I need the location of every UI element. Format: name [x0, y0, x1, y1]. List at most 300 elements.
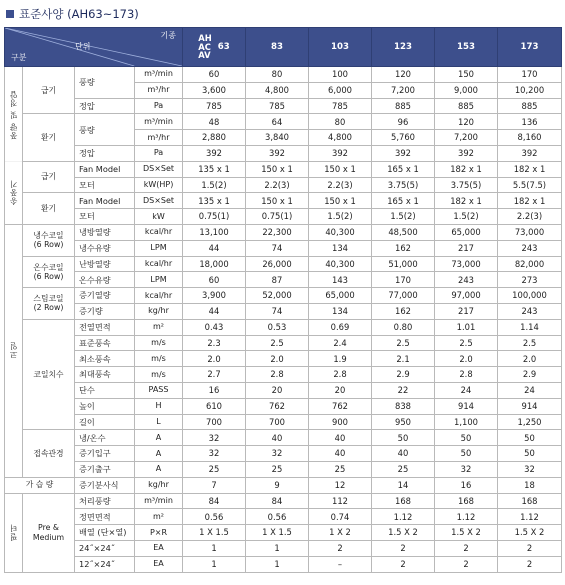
value-cell: 1.5 X 2 [435, 525, 498, 541]
value-cell: 40,300 [309, 256, 372, 272]
title-text: 표준사양 (AH63~173) [19, 7, 139, 21]
value-cell: 2.0 [498, 351, 562, 367]
value-cell: 168 [498, 493, 562, 509]
value-cell: 74 [246, 303, 309, 319]
corner-model-label: 기종 [160, 31, 176, 40]
value-cell: 3,840 [246, 130, 309, 146]
table-row [5, 161, 562, 177]
value-cell: 9 [246, 477, 309, 493]
value-cell: 73,000 [498, 224, 562, 240]
unit-cell: A [135, 446, 183, 462]
value-cell: 25 [309, 461, 372, 477]
unit-cell: Pa [135, 98, 183, 114]
value-cell: 0.43 [183, 319, 246, 335]
value-cell: 162 [372, 240, 435, 256]
value-cell: 1 X 2 [309, 525, 372, 541]
header-corner [5, 28, 183, 67]
value-cell: 2.8 [435, 367, 498, 383]
value-cell: 2.2(3) [309, 177, 372, 193]
unit-cell: LPM [135, 272, 183, 288]
unit-cell: m² [135, 509, 183, 525]
value-cell: 74 [246, 240, 309, 256]
value-cell: 2.5 [372, 335, 435, 351]
item-label: 정압 [75, 98, 135, 114]
group-label: 송풍기 [5, 161, 23, 224]
value-cell: 136 [498, 114, 562, 130]
value-cell: 96 [372, 114, 435, 130]
unit-cell: DS×Set [135, 161, 183, 177]
unit-cell: LPM [135, 240, 183, 256]
value-cell: 2.3 [183, 335, 246, 351]
value-cell: 2 [372, 556, 435, 572]
model-prefix: AC [198, 41, 211, 52]
table-row [5, 414, 562, 430]
unit-cell: A [135, 461, 183, 477]
subcategory-label: 냉수코일 (6 Row) [23, 224, 75, 256]
spec-table-body [5, 67, 562, 573]
value-cell: 65,000 [435, 224, 498, 240]
value-cell: 1.12 [372, 509, 435, 525]
value-cell: 2.8 [309, 367, 372, 383]
value-cell: 2 [435, 540, 498, 556]
value-cell: 40 [309, 430, 372, 446]
value-cell: 32 [498, 461, 562, 477]
value-cell: 50 [498, 430, 562, 446]
item-label: 12˝×24˝ [75, 556, 135, 572]
value-cell: 0.53 [246, 319, 309, 335]
value-cell: 170 [372, 272, 435, 288]
value-cell: 3,900 [183, 288, 246, 304]
value-cell: 914 [498, 398, 562, 414]
value-cell: 0.75(1) [246, 209, 309, 225]
model-header: 173 [498, 28, 562, 67]
table-row [5, 398, 562, 414]
item-label: 최대풍속 [75, 367, 135, 383]
value-cell: 60 [183, 67, 246, 83]
value-cell: 1.5(2) [183, 177, 246, 193]
value-cell: 1 [246, 556, 309, 572]
model-header [183, 28, 246, 67]
value-cell: 40 [246, 430, 309, 446]
value-cell: 700 [246, 414, 309, 430]
value-cell: 25 [183, 461, 246, 477]
value-cell: 150 [435, 67, 498, 83]
value-cell: 8,160 [498, 130, 562, 146]
value-cell: 2,880 [183, 130, 246, 146]
value-cell: 84 [246, 493, 309, 509]
item-label: 표준풍속 [75, 335, 135, 351]
value-cell: 134 [309, 303, 372, 319]
value-cell: 40 [372, 446, 435, 462]
value-cell: 2.0 [435, 351, 498, 367]
unit-cell: m³/hr [135, 130, 183, 146]
value-cell: 2 [372, 540, 435, 556]
value-cell: 785 [183, 98, 246, 114]
table-row [5, 177, 562, 193]
value-cell: 165 x 1 [372, 193, 435, 209]
value-cell: 150 x 1 [309, 193, 372, 209]
value-cell: 762 [309, 398, 372, 414]
unit-cell: EA [135, 556, 183, 572]
subcategory-label: 스팀코일 (2 Row) [23, 288, 75, 320]
value-cell: 7 [183, 477, 246, 493]
value-cell: 3.75(5) [435, 177, 498, 193]
table-row [5, 540, 562, 556]
square-bullet-icon [6, 10, 14, 18]
unit-cell: kcal/hr [135, 256, 183, 272]
value-cell: 2.8 [246, 367, 309, 383]
value-cell: 1.12 [498, 509, 562, 525]
value-cell: 1 [183, 556, 246, 572]
value-cell: 392 [372, 145, 435, 161]
item-label: 단수 [75, 382, 135, 398]
spec-table [4, 27, 562, 573]
value-cell: 2 [498, 556, 562, 572]
value-cell: 0.80 [372, 319, 435, 335]
model-prefix: AH [198, 32, 212, 43]
value-cell: 243 [498, 303, 562, 319]
value-cell: 3.75(5) [372, 177, 435, 193]
item-label: 처리풍량 [75, 493, 135, 509]
subcategory-label: 환기 [23, 193, 75, 225]
value-cell: 82,000 [498, 256, 562, 272]
table-row [5, 446, 562, 462]
value-cell: 885 [435, 98, 498, 114]
value-cell: 16 [435, 477, 498, 493]
value-cell: 0.75(1) [183, 209, 246, 225]
value-cell: 143 [309, 272, 372, 288]
value-cell: – [309, 556, 372, 572]
value-cell: 1.01 [435, 319, 498, 335]
value-cell: 112 [309, 493, 372, 509]
value-cell: 2.4 [309, 335, 372, 351]
value-cell: 150 x 1 [309, 161, 372, 177]
value-cell: 2.0 [246, 351, 309, 367]
table-row [5, 382, 562, 398]
value-cell: 150 x 1 [246, 161, 309, 177]
table-row [5, 493, 562, 509]
group-label: 필터 [5, 493, 23, 572]
value-cell: 1.12 [435, 509, 498, 525]
value-cell: 0.69 [309, 319, 372, 335]
value-cell: 1.5 X 2 [372, 525, 435, 541]
table-row [5, 288, 562, 304]
table-row [5, 145, 562, 161]
model-header: 103 [309, 28, 372, 67]
value-cell: 60 [183, 272, 246, 288]
value-cell: 48,500 [372, 224, 435, 240]
table-row [5, 351, 562, 367]
item-label: Fan Model [75, 193, 135, 209]
value-cell: 950 [372, 414, 435, 430]
value-cell: 1 X 1.5 [183, 525, 246, 541]
value-cell: 217 [435, 240, 498, 256]
model-number: 63 [217, 41, 230, 52]
subcategory-label: 급기 [23, 161, 75, 193]
unit-cell: kW(HP) [135, 177, 183, 193]
value-cell: 273 [498, 272, 562, 288]
value-cell: 18 [498, 477, 562, 493]
value-cell: 18,000 [183, 256, 246, 272]
value-cell: 3,600 [183, 82, 246, 98]
item-label: 24˝×24˝ [75, 540, 135, 556]
unit-cell: P×R [135, 525, 183, 541]
value-cell: 1.5(2) [309, 209, 372, 225]
value-cell: 50 [435, 430, 498, 446]
value-cell: 1.5(2) [435, 209, 498, 225]
value-cell: 2.2(3) [246, 177, 309, 193]
value-cell: 150 x 1 [246, 193, 309, 209]
value-cell: 25 [246, 461, 309, 477]
value-cell: 12 [309, 477, 372, 493]
value-cell: 885 [498, 98, 562, 114]
value-cell: 2.2(3) [498, 209, 562, 225]
item-label: 냉수유량 [75, 240, 135, 256]
value-cell: 1,100 [435, 414, 498, 430]
value-cell: 162 [372, 303, 435, 319]
value-cell: 52,000 [246, 288, 309, 304]
unit-cell: m² [135, 319, 183, 335]
value-cell: 1.9 [309, 351, 372, 367]
value-cell: 20 [309, 382, 372, 398]
value-cell: 9,000 [435, 82, 498, 98]
value-cell: 10,200 [498, 82, 562, 98]
value-cell: 80 [246, 67, 309, 83]
value-cell: 2.9 [372, 367, 435, 383]
unit-cell: H [135, 398, 183, 414]
item-label: 풍량 [75, 67, 135, 99]
table-row [5, 224, 562, 240]
value-cell: 0.74 [309, 509, 372, 525]
item-label: 모터 [75, 209, 135, 225]
value-cell: 120 [372, 67, 435, 83]
subcategory-label: 온수코일 (6 Row) [23, 256, 75, 288]
unit-cell: m³/hr [135, 82, 183, 98]
item-label: 배열 (단×열) [75, 525, 135, 541]
table-row [5, 114, 562, 130]
value-cell: 182 x 1 [435, 193, 498, 209]
model-header: 83 [246, 28, 309, 67]
item-label: 증기분사식 [75, 477, 135, 493]
value-cell: 65,000 [309, 288, 372, 304]
group-label: 풍량 및 정압 [5, 67, 23, 162]
table-row [5, 461, 562, 477]
value-cell: 182 x 1 [498, 161, 562, 177]
value-cell: 77,000 [372, 288, 435, 304]
item-label: 증기출구 [75, 461, 135, 477]
table-row [5, 319, 562, 335]
value-cell: 32 [183, 430, 246, 446]
table-row [5, 193, 562, 209]
value-cell: 4,800 [309, 130, 372, 146]
value-cell: 22,300 [246, 224, 309, 240]
value-cell: 885 [372, 98, 435, 114]
value-cell: 134 [309, 240, 372, 256]
value-cell: 2.5 [246, 335, 309, 351]
value-cell: 392 [309, 145, 372, 161]
unit-cell: kcal/hr [135, 288, 183, 304]
value-cell: 13,100 [183, 224, 246, 240]
value-cell: 25 [372, 461, 435, 477]
unit-cell: kg/hr [135, 477, 183, 493]
value-cell: 32 [246, 446, 309, 462]
model-header: 123 [372, 28, 435, 67]
value-cell: 1 [183, 540, 246, 556]
item-label: 길이 [75, 414, 135, 430]
unit-cell: kW [135, 209, 183, 225]
value-cell: 0.56 [246, 509, 309, 525]
value-cell: 1,250 [498, 414, 562, 430]
value-cell: 610 [183, 398, 246, 414]
value-cell: 24 [435, 382, 498, 398]
value-cell: 50 [435, 446, 498, 462]
item-label: 풍량 [75, 114, 135, 146]
item-label: 증기입구 [75, 446, 135, 462]
value-cell: 44 [183, 303, 246, 319]
value-cell: 392 [246, 145, 309, 161]
value-cell: 22 [372, 382, 435, 398]
value-cell: 6,000 [309, 82, 372, 98]
unit-cell: Pa [135, 145, 183, 161]
unit-cell: m³/min [135, 114, 183, 130]
subcategory-label: 접속관경 [23, 430, 75, 477]
table-row [5, 525, 562, 541]
value-cell: 392 [498, 145, 562, 161]
value-cell: 2.5 [498, 335, 562, 351]
value-cell: 762 [246, 398, 309, 414]
item-label: 모터 [75, 177, 135, 193]
value-cell: 392 [435, 145, 498, 161]
item-label: 정면면적 [75, 509, 135, 525]
unit-cell: PASS [135, 382, 183, 398]
value-cell: 5.5(7.5) [498, 177, 562, 193]
value-cell: 50 [372, 430, 435, 446]
value-cell: 32 [183, 446, 246, 462]
value-cell: 44 [183, 240, 246, 256]
value-cell: 40 [309, 446, 372, 462]
table-row [5, 256, 562, 272]
value-cell: 168 [372, 493, 435, 509]
unit-cell: DS×Set [135, 193, 183, 209]
item-label: Fan Model [75, 161, 135, 177]
value-cell: 168 [435, 493, 498, 509]
unit-cell: L [135, 414, 183, 430]
table-row [5, 367, 562, 383]
value-cell: 135 x 1 [183, 193, 246, 209]
value-cell: 16 [183, 382, 246, 398]
table-row [5, 67, 562, 83]
item-label: 증기량 [75, 303, 135, 319]
value-cell: 26,000 [246, 256, 309, 272]
header-row [5, 28, 562, 67]
model-header: 153 [435, 28, 498, 67]
subcategory-label: Pre & Medium [23, 493, 75, 572]
value-cell: 2.1 [372, 351, 435, 367]
value-cell: 120 [435, 114, 498, 130]
value-cell: 2 [309, 540, 372, 556]
unit-cell: m/s [135, 335, 183, 351]
value-cell: 14 [372, 477, 435, 493]
value-cell: 1.5(2) [372, 209, 435, 225]
item-label: 증기열량 [75, 288, 135, 304]
table-row [5, 98, 562, 114]
value-cell: 24 [498, 382, 562, 398]
value-cell: 182 x 1 [498, 193, 562, 209]
value-cell: 1 [246, 540, 309, 556]
value-cell: 87 [246, 272, 309, 288]
table-row [5, 209, 562, 225]
value-cell: 51,000 [372, 256, 435, 272]
value-cell: 392 [183, 145, 246, 161]
table-row [5, 430, 562, 446]
item-label: 온수유량 [75, 272, 135, 288]
subcategory-label: 코일치수 [23, 319, 75, 430]
value-cell: 1.14 [498, 319, 562, 335]
unit-cell: m³/min [135, 493, 183, 509]
value-cell: 84 [183, 493, 246, 509]
value-cell: 32 [435, 461, 498, 477]
value-cell: 100 [309, 67, 372, 83]
value-cell: 7,200 [372, 82, 435, 98]
item-label: 높이 [75, 398, 135, 414]
unit-cell: kg/hr [135, 303, 183, 319]
value-cell: 914 [435, 398, 498, 414]
value-cell: 4,800 [246, 82, 309, 98]
item-label: 난방열량 [75, 256, 135, 272]
unit-cell: EA [135, 540, 183, 556]
value-cell: 170 [498, 67, 562, 83]
value-cell: 0.56 [183, 509, 246, 525]
item-label: 정압 [75, 145, 135, 161]
value-cell: 135 x 1 [183, 161, 246, 177]
model-prefix: AV [198, 50, 211, 61]
unit-cell: m³/min [135, 67, 183, 83]
table-row [5, 556, 562, 572]
value-cell: 97,000 [435, 288, 498, 304]
value-cell: 1 X 1.5 [246, 525, 309, 541]
value-cell: 2 [435, 556, 498, 572]
group-label: 코일 [5, 224, 23, 477]
table-row [5, 335, 562, 351]
value-cell: 64 [246, 114, 309, 130]
value-cell: 48 [183, 114, 246, 130]
value-cell: 50 [498, 446, 562, 462]
value-cell: 785 [309, 98, 372, 114]
value-cell: 2 [498, 540, 562, 556]
unit-cell: m/s [135, 351, 183, 367]
table-row [5, 303, 562, 319]
value-cell: 80 [309, 114, 372, 130]
corner-unit-label: 단위 [75, 42, 91, 51]
value-cell: 1.5 X 2 [498, 525, 562, 541]
value-cell: 2.9 [498, 367, 562, 383]
value-cell: 217 [435, 303, 498, 319]
item-label: 냉방열량 [75, 224, 135, 240]
table-row [5, 477, 562, 493]
corner-category-label: 구분 [11, 53, 27, 62]
table-row [5, 272, 562, 288]
value-cell: 243 [498, 240, 562, 256]
value-cell: 2.0 [183, 351, 246, 367]
value-cell: 700 [183, 414, 246, 430]
subcategory-label: 환기 [23, 114, 75, 161]
unit-cell: m/s [135, 367, 183, 383]
table-row [5, 509, 562, 525]
value-cell: 243 [435, 272, 498, 288]
item-label: 냉/온수 [75, 430, 135, 446]
value-cell: 100,000 [498, 288, 562, 304]
value-cell: 7,200 [435, 130, 498, 146]
